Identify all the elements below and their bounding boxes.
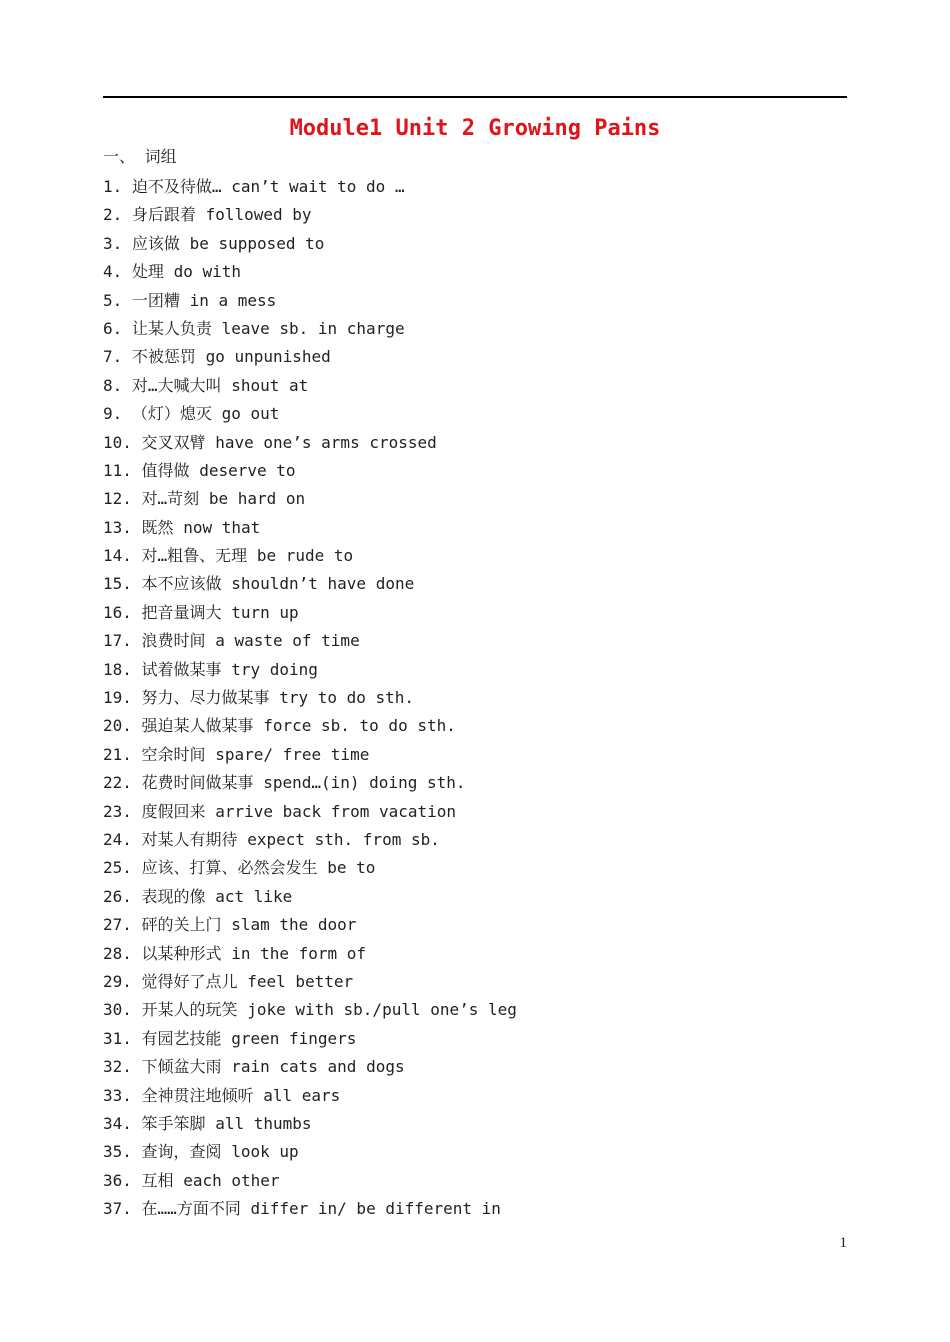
phrase-chinese: 不被惩罚 — [131, 347, 196, 367]
phrase-chinese: 空余时间 — [141, 744, 206, 764]
phrase-chinese: 开某人的玩笑 — [141, 1000, 238, 1020]
phrase-chinese: 本不应该做 — [141, 574, 222, 594]
phrase-english: feel better — [247, 971, 354, 991]
phrase-chinese: 表现的像 — [141, 886, 206, 906]
phrase-number: 30. — [103, 1000, 132, 1020]
phrase-item — [103, 712, 847, 740]
phrase-number: 28. — [103, 943, 132, 963]
phrase-item — [103, 1025, 847, 1053]
phrase-number: 29. — [103, 971, 132, 991]
phrase-list — [103, 173, 847, 1223]
phrase-number: 25. — [103, 858, 132, 878]
phrase-english: go out — [221, 404, 280, 424]
phrase-item — [103, 485, 847, 513]
phrase-chinese: 试着做某事 — [141, 659, 222, 679]
phrase-number: 26. — [103, 886, 132, 906]
phrase-english: shouldn’t have done — [231, 574, 415, 594]
phrase-item — [103, 230, 847, 258]
phrase-english: be to — [327, 858, 376, 878]
phrase-number: 21. — [103, 744, 132, 764]
phrase-chinese: （灯）熄灭 — [131, 404, 212, 424]
phrase-chinese: 应该、打算、必然会发生 — [141, 858, 318, 878]
phrase-number: 36. — [103, 1170, 132, 1190]
phrase-item — [103, 741, 847, 769]
phrase-number: 17. — [103, 631, 132, 651]
phrase-number: 23. — [103, 801, 132, 821]
phrase-number: 6. — [103, 318, 123, 338]
phrase-english: shout at — [231, 375, 309, 395]
phrase-number: 8. — [103, 375, 123, 395]
phrase-chinese: 有园艺技能 — [141, 1028, 222, 1048]
phrase-number: 4. — [103, 262, 123, 282]
phrase-chinese: 应该做 — [131, 233, 180, 253]
phrase-chinese: 交叉双臂 — [141, 432, 206, 452]
phrase-english: arrive back from vacation — [215, 801, 457, 821]
phrase-english: differ in/ be different in — [250, 1199, 501, 1219]
phrase-english: can’t wait to do … — [231, 177, 405, 196]
phrase-chinese: 花费时间做某事 — [141, 773, 254, 793]
phrase-number: 22. — [103, 773, 132, 793]
phrase-chinese: 对…粗鲁、无理 — [141, 546, 248, 566]
phrase-chinese: 强迫某人做某事 — [141, 716, 254, 736]
phrase-english: be rude to — [256, 546, 354, 566]
phrase-chinese: 迫不及待做… — [131, 177, 222, 196]
phrase-english: try doing — [231, 659, 318, 679]
phrase-item — [103, 1138, 847, 1166]
phrase-item — [103, 798, 847, 826]
phrase-english: each other — [183, 1170, 280, 1190]
phrase-chinese: 觉得好了点儿 — [141, 971, 238, 991]
phrase-english: look up — [231, 1142, 299, 1162]
phrase-chinese: 身后跟着 — [131, 205, 196, 225]
phrase-chinese: 在……方面不同 — [141, 1199, 241, 1219]
phrase-english: be supposed to — [189, 233, 325, 253]
phrase-english: leave sb. in charge — [221, 318, 405, 338]
phrase-item — [103, 343, 847, 371]
phrase-number: 1. — [103, 177, 123, 196]
phrase-chinese: 一团糟 — [131, 290, 180, 310]
phrase-number: 11. — [103, 460, 132, 480]
phrase-english: expect sth. from sb. — [247, 829, 440, 849]
phrase-number: 24. — [103, 829, 132, 849]
phrase-item — [103, 1195, 847, 1223]
phrase-item — [103, 627, 847, 655]
phrase-chinese: 查询，查阅 — [141, 1142, 222, 1162]
phrase-item — [103, 1110, 847, 1138]
phrase-item — [103, 429, 847, 457]
phrase-chinese: 以某种形式 — [141, 943, 222, 963]
phrase-chinese: 努力、尽力做某事 — [141, 688, 270, 708]
phrase-english: do with — [173, 262, 241, 282]
phrase-item — [103, 854, 847, 882]
phrase-english: try to do sth. — [279, 688, 415, 708]
phrase-item — [103, 911, 847, 939]
phrase-english: rain cats and dogs — [231, 1057, 405, 1077]
phrase-chinese: 既然 — [141, 517, 174, 537]
section-heading: 一、 词组 — [103, 147, 177, 166]
phrase-english: joke with sb./pull one’s leg — [247, 1000, 517, 1020]
phrase-chinese: 处理 — [131, 262, 164, 282]
phrase-item — [103, 656, 847, 684]
phrase-number: 19. — [103, 688, 132, 708]
phrase-number: 14. — [103, 546, 132, 566]
phrase-chinese: 让某人负责 — [131, 318, 212, 338]
phrase-item — [103, 968, 847, 996]
phrase-number: 7. — [103, 347, 123, 367]
phrase-chinese: 全神贯注地倾听 — [141, 1085, 254, 1105]
phrase-english: have one’s arms crossed — [215, 432, 437, 452]
phrase-number: 33. — [103, 1085, 132, 1105]
phrase-number: 15. — [103, 574, 132, 594]
phrase-number: 20. — [103, 716, 132, 736]
phrase-chinese: 下倾盆大雨 — [141, 1057, 222, 1077]
phrase-english: act like — [215, 886, 293, 906]
phrase-chinese: 浪费时间 — [141, 631, 206, 651]
phrase-number: 35. — [103, 1142, 132, 1162]
phrase-number: 12. — [103, 489, 132, 509]
header-rule — [103, 96, 847, 98]
phrase-item — [103, 400, 847, 428]
phrase-item — [103, 883, 847, 911]
phrase-english: in the form of — [231, 943, 367, 963]
phrase-item — [103, 826, 847, 854]
phrase-number: 37. — [103, 1199, 132, 1219]
phrase-english: spare/ free time — [215, 744, 370, 764]
phrase-item — [103, 599, 847, 627]
phrase-english: now that — [183, 517, 261, 537]
phrase-chinese: 对…大喊大叫 — [131, 375, 222, 395]
page-number: 1 — [839, 1235, 847, 1251]
phrase-number: 16. — [103, 602, 132, 622]
phrase-chinese: 对某人有期待 — [141, 829, 238, 849]
phrase-english: deserve to — [199, 460, 296, 480]
phrase-item — [103, 542, 847, 570]
phrase-item — [103, 769, 847, 797]
phrase-english: all thumbs — [215, 1113, 312, 1133]
phrase-item — [103, 258, 847, 286]
phrase-item — [103, 201, 847, 229]
phrase-item — [103, 315, 847, 343]
phrase-english: in a mess — [189, 290, 277, 310]
phrase-chinese: 笨手笨脚 — [141, 1113, 206, 1133]
page-title: Module1 Unit 2 Growing Pains — [289, 116, 661, 141]
phrase-english: slam the door — [231, 915, 357, 935]
phrase-number: 3. — [103, 233, 123, 253]
phrase-english: a waste of time — [215, 631, 360, 651]
phrase-chinese: 值得做 — [141, 460, 190, 480]
phrase-number: 31. — [103, 1028, 132, 1048]
phrase-english: go unpunished — [205, 347, 331, 367]
phrase-number: 5. — [103, 290, 123, 310]
phrase-number: 27. — [103, 915, 132, 935]
phrase-chinese: 砰的关上门 — [141, 915, 222, 935]
phrase-english: force sb. to do sth. — [263, 716, 456, 736]
phrase-number: 2. — [103, 205, 123, 225]
phrase-item — [103, 1053, 847, 1081]
phrase-english: spend…(in) doing sth. — [263, 773, 466, 793]
phrase-number: 32. — [103, 1057, 132, 1077]
phrase-number: 18. — [103, 659, 132, 679]
phrase-item — [103, 457, 847, 485]
phrase-english: green fingers — [231, 1028, 357, 1048]
phrase-english: be hard on — [208, 489, 306, 509]
phrase-item — [103, 940, 847, 968]
phrase-item — [103, 570, 847, 598]
phrase-english: turn up — [231, 602, 299, 622]
phrase-chinese: 对…苛刻 — [141, 489, 200, 509]
phrase-item — [103, 1082, 847, 1110]
phrase-item — [103, 287, 847, 315]
phrase-item — [103, 173, 847, 201]
phrase-chinese: 互相 — [141, 1170, 174, 1190]
phrase-item — [103, 684, 847, 712]
phrase-number: 13. — [103, 517, 132, 537]
phrase-number: 10. — [103, 432, 132, 452]
phrase-item — [103, 372, 847, 400]
phrase-item — [103, 996, 847, 1024]
phrase-chinese: 把音量调大 — [141, 602, 222, 622]
phrase-chinese: 度假回来 — [141, 801, 206, 821]
phrase-item — [103, 1167, 847, 1195]
phrase-number: 34. — [103, 1113, 132, 1133]
phrase-number: 9. — [103, 404, 123, 424]
phrase-item — [103, 514, 847, 542]
phrase-english: followed by — [205, 205, 312, 225]
phrase-english: all ears — [263, 1085, 341, 1105]
